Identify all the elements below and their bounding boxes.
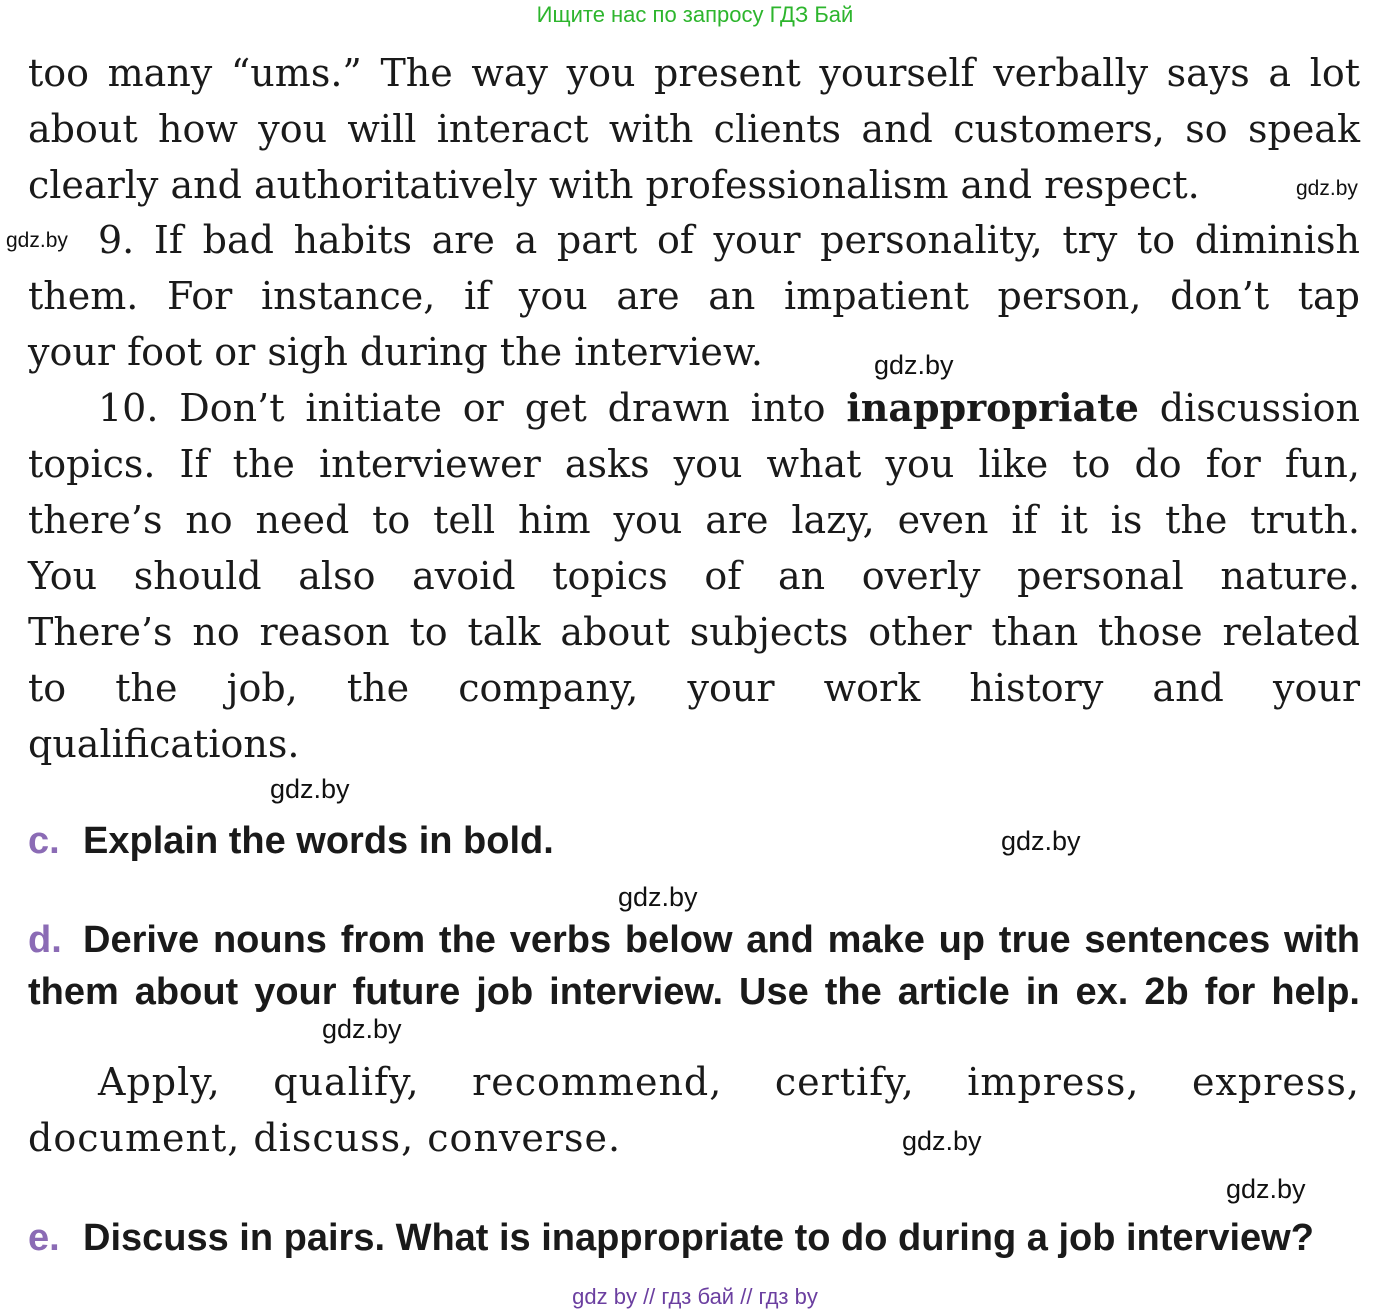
footer-links[interactable]: gdz by // гдз бай // гдз by [572, 1284, 818, 1309]
item-9-line: 9. If bad habits are a part of your personality, try to diminish [98, 218, 1360, 262]
text-line: to the job, the company, your work history and your [28, 666, 1360, 710]
text-line: topics. If the interviewer asks you what you like to do for fun, [28, 442, 1360, 486]
text-line: clearly and authoritatively with professionalism and respect. [28, 163, 1200, 207]
verbs-line: document, discuss, converse. [28, 1116, 622, 1160]
item-10-prefix: 10. Don’t initiate or get drawn into [98, 386, 847, 430]
text-line: qualifications. [28, 722, 300, 766]
text-line: there’s no need to tell him you are lazy, even if it is the truth. [28, 498, 1360, 542]
item-10-line [98, 380, 1360, 436]
watermark: gdz.by [902, 1126, 982, 1156]
task-text: Explain the words in bold. [83, 820, 554, 862]
bold-word: inappropriate [846, 385, 1139, 430]
task-letter: c. [28, 820, 60, 862]
text-line: too many “ums.” The way you present yourself verbally says a lot [28, 51, 1360, 95]
watermark: gdz.by [270, 774, 350, 804]
watermark: gdz.by [1001, 826, 1081, 856]
watermark: gdz.by [1226, 1174, 1306, 1204]
task-e [28, 1212, 1360, 1264]
task-text: Discuss in pairs. What is inappropriate to do during a job interview? [83, 1217, 1314, 1259]
watermark: gdz.by [322, 1014, 402, 1044]
task-d-line-2: them about your future job interview. Use the article in ex. 2b for help. [28, 971, 1360, 1013]
task-letter: e. [28, 1217, 60, 1259]
text-line: about how you will interact with clients and customers, so speak [28, 107, 1360, 151]
task-c [28, 815, 1360, 867]
watermark: gdz.by [874, 350, 954, 380]
verbs-line: Apply, qualify, recommend, certify, impress, express, [98, 1060, 1360, 1104]
text-line: your foot or sigh during the interview. [28, 330, 763, 374]
watermark: gdz.by [1296, 177, 1358, 200]
text-line: them. For instance, if you are an impatient person, don’t tap [28, 274, 1360, 318]
task-text: Derive nouns from the verbs below and make up true sentences with [83, 919, 1360, 961]
item-10-suffix: discussion [1138, 386, 1360, 430]
watermark: gdz.by [6, 229, 68, 252]
task-letter: d. [28, 919, 62, 961]
watermark: gdz.by [618, 882, 698, 912]
top-banner: Ищите нас по запросу ГДЗ Бай [536, 2, 854, 27]
text-line: There’s no reason to talk about subjects other than those related [28, 610, 1360, 654]
text-line: You should also avoid topics of an overly personal nature. [28, 554, 1360, 598]
task-d [28, 914, 1360, 966]
